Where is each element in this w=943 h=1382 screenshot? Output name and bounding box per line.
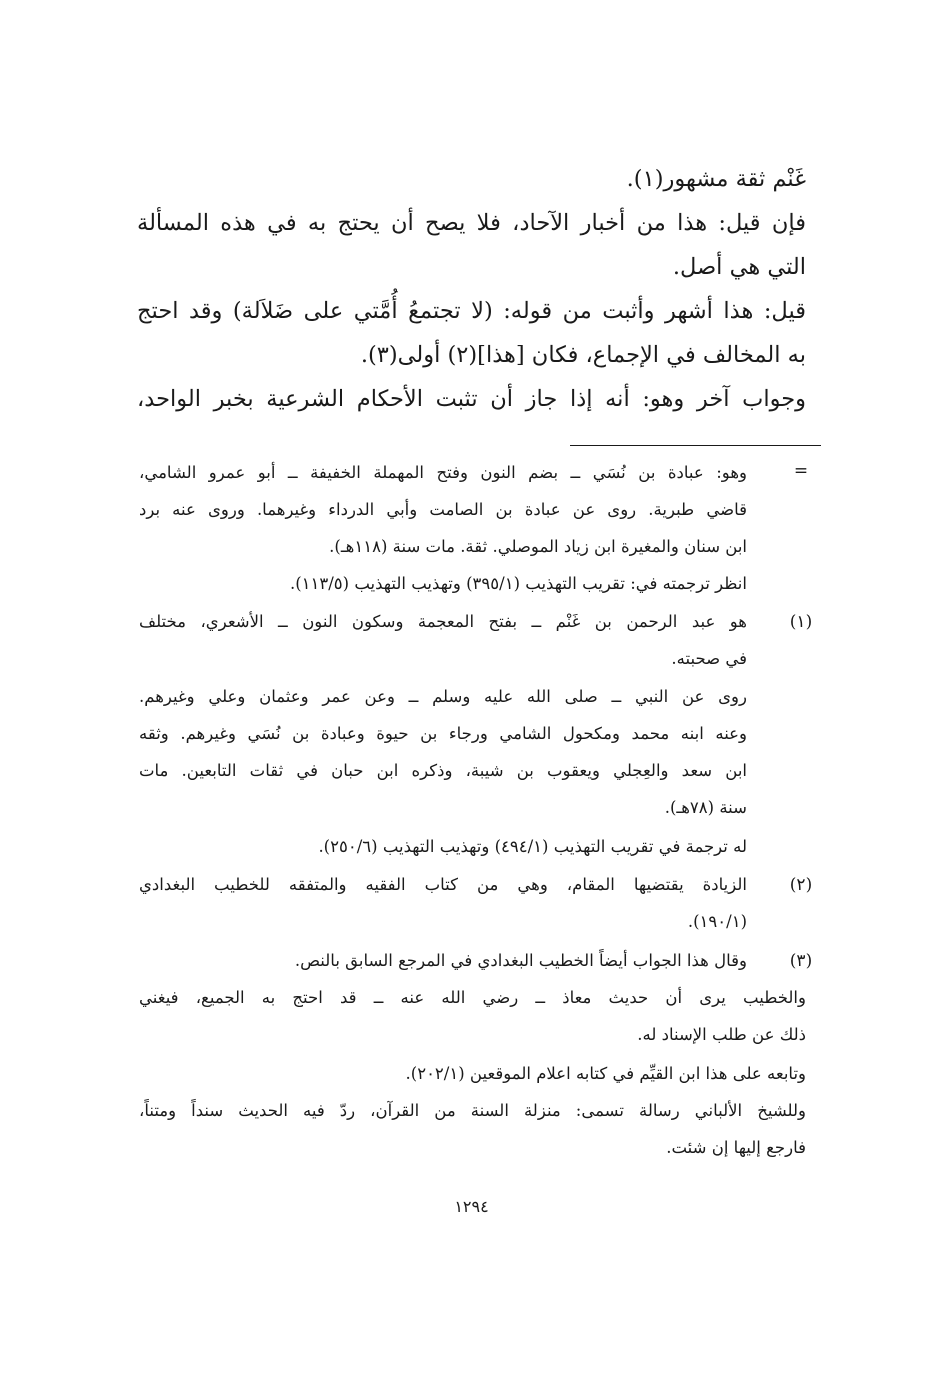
footnote-line: وقال هذا الجواب أيضاً الخطيب البغدادي في المرجع السابق بالنص. [294, 951, 747, 970]
footnote-line: له ترجمة في تقريب التهذيب (٤٩٤/١) وتهذيب التهذيب (٢٥٠/٦). [318, 837, 747, 856]
footnote-line: سنة (٧٨هـ). [664, 798, 747, 817]
footnote-line: قاضي طبرية. روى عن عبادة بن الصامت وأبي الدرداء وغيرهما. وروى عنه برد [139, 500, 747, 519]
footnote-line: وهو: عبادة بن نُسَي ــ بضم النون وفتح المهملة الخفيفة ــ أبو عمرو الشامي، [139, 463, 747, 482]
footnote-marker: (٣) [789, 951, 813, 971]
footnote-line: (١٩٠/١). [687, 912, 747, 931]
footnote-line: الزيادة يقتضيها المقام، وهي من كتاب الفقيه والمتفقه للخطيب البغدادي [139, 875, 747, 894]
footnote-line: وعنه ابنه محمد ومكحول الشامي ورجاء بن حيوة وعبادة بن نُسَي وغيرهم. وثقه [139, 724, 747, 743]
footnote-line: ابن سعد والعِجلي ويعقوب بن شيبة، وذكره ابن حبان في ثقات التابعين. مات [139, 761, 747, 780]
footnote-line: ابن سنان والمغيرة ابن زياد الموصلي. ثقة. مات سنة (١١٨هـ). [329, 537, 747, 556]
main-text-line: التي هي أصل. [672, 254, 806, 280]
main-text-line: وجواب آخر وهو: أنه إذا جاز أن تثبت الأحكام الشرعية بخبر الواحد، [137, 386, 806, 412]
footnote-line: وتابعه على هذا ابن القيِّم في كتابه اعلام الموقعين (٢٠٢/١). [405, 1064, 806, 1083]
footnote-line: فارجع إليها إن شئت. [666, 1138, 806, 1157]
main-text-line: قيل: هذا أشهر وأثبت من قوله: (لا تجتمعُ أُمَّتي على ضَلاَلة) وقد احتج [137, 298, 806, 324]
footnote-marker: (١) [789, 612, 813, 632]
footnote-line: انظر ترجمته في: تقريب التهذيب (٣٩٥/١) وتهذيب التهذيب (١١٣/٥). [289, 574, 747, 593]
footnote-line: روى عن النبي ــ صلى الله عليه وسلم ــ وعن عمر وعثمان وعلي وغيرهم. [139, 687, 747, 706]
page-number: ١٢٩٤ [454, 1197, 489, 1216]
main-text-line: غَنْم ثقة مشهور(١). [626, 166, 806, 192]
footnote-line: والخطيب يرى أن حديث معاذ ــ رضي الله عنه ــ قد احتج به الجميع، فيغني [139, 988, 806, 1007]
footnote-line: هو عبد الرحمن بن غَنْم ــ بفتح المعجمة وسكون النون ــ الأشعري، مختلف [139, 612, 747, 631]
footnote-line: في صحبته. [671, 649, 747, 668]
footnote-marker: (٢) [789, 875, 813, 895]
footnote-line: ذلك عن طلب الإسناد له. [637, 1025, 806, 1044]
main-text-line: فإن قيل: هذا من أخبار الآحاد، فلا يصح أن يحتج به في هذه المسألة [137, 210, 806, 236]
footnote-line: وللشيخ الألباني رسالة تسمى: منزلة السنة من القرآن، ردّ فيه الحديث سنداً ومتناً، [139, 1101, 806, 1120]
footnote-separator [570, 445, 821, 446]
main-text-line: به المخالف في الإجماع، فكان [هذا](٢) أولى(٣). [360, 342, 806, 368]
footnote-continuation-marker: = [793, 461, 809, 481]
